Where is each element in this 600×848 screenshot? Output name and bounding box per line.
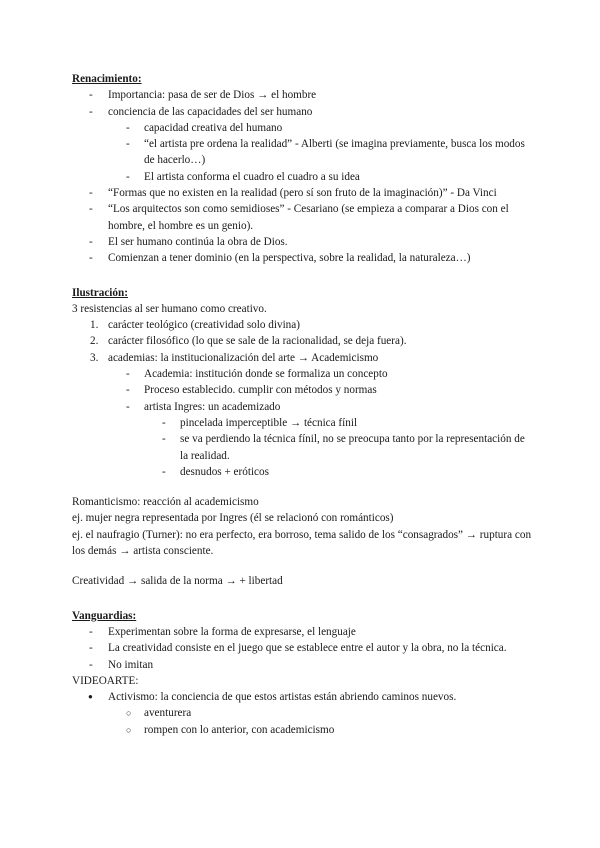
list-item: - capacidad creativa del humano (72, 120, 532, 136)
paragraph-line: ej. el naufragio (Turner): no era perfecto, era borroso, tema salido de los “consagrados” → ruptura con los demás → artista consciente. (72, 528, 532, 558)
numbered-item: 1. carácter teológico (creatividad solo divina) (72, 317, 532, 333)
list-item: - Importancia: pasa de ser de Dios → el hombre (72, 87, 532, 103)
list-item: - Proceso establecido. cumplir con métodos y normas (72, 382, 532, 398)
list-item: ○ aventurera (72, 705, 532, 721)
dash-bullet: - (126, 121, 130, 134)
list-item: - desnudos + eróticos (72, 464, 532, 480)
paragraph-line: VIDEOARTE: (72, 674, 139, 687)
numbered-item: 2. carácter filosófico (lo que se sale de la racionalidad, se deja fuera). (72, 333, 532, 349)
list-item: - Experimentan sobre la forma de expresarse, el lenguaje (72, 624, 532, 640)
circle-bullet-icon: ○ (126, 708, 132, 719)
dash-bullet: - (89, 89, 93, 102)
dash-bullet: - (89, 105, 93, 118)
list-item: ○ rompen con lo anterior, con academicismo (72, 722, 532, 738)
list-item: - “Los arquitectos son como semidioses” - Cesariano (se empieza a comparar a Dios con el hombre, el hombre es un genio). (89, 203, 509, 232)
list-item: - Academia: institución donde se formaliza un concepto (72, 366, 532, 382)
document-body (72, 71, 532, 738)
list-item: - “el artista pre ordena la realidad” - Alberti (se imagina previamente, busca los modos de hacerlo…) (126, 138, 525, 167)
list-item: - La creatividad consiste en el juego que se establece entre el autor y la obra, no la técnica. (72, 640, 532, 656)
numbered-item: 3. academias: la institucionalización del arte → Academicismo (72, 350, 532, 366)
item-number: 2. (90, 335, 99, 348)
circle-bullet-icon: ○ (126, 724, 132, 735)
paragraph-line: ej. mujer negra representada por Ingres (él se relacionó con románticos) (72, 512, 394, 525)
list-item: - Comienzan a tener dominio (en la perspectiva, sobre la realidad, la naturaleza…) (72, 250, 532, 266)
list-item: - artista Ingres: un academizado (72, 399, 532, 415)
dash-bullet: - (126, 400, 130, 413)
list-item: - pincelada imperceptible → técnica fínil (72, 415, 532, 431)
dash-bullet: - (162, 416, 166, 429)
dash-bullet: - (89, 203, 93, 216)
heading-ilustracion: Ilustración: (72, 286, 128, 299)
dash-bullet: - (126, 138, 130, 151)
list-item: - El artista conforma el cuadro el cuadro a su idea (72, 169, 532, 185)
dash-bullet: - (162, 465, 166, 478)
dash-bullet: - (89, 625, 93, 638)
item-number: 3. (90, 351, 99, 364)
disc-bullet-icon: ● (88, 692, 93, 702)
heading-renacimiento: Renacimiento: (72, 73, 142, 85)
list-item: - se va perdiendo la técnica fínil, no se preocupa tanto por la representación de la realidad. (162, 433, 525, 462)
spacer (72, 559, 532, 573)
dash-bullet: - (89, 235, 93, 248)
dash-bullet: - (126, 384, 130, 397)
paragraph-line: Romanticismo: reacción al academicismo (72, 496, 259, 509)
list-item: ● Activismo: la conciencia de que estos artistas están abriendo caminos nuevos. (72, 689, 532, 705)
dash-bullet: - (89, 642, 93, 655)
paragraph-line: Creatividad → salida de la norma → + libertad (72, 575, 283, 588)
dash-bullet: - (126, 170, 130, 183)
dash-bullet: - (126, 368, 130, 381)
list-item: - El ser humano continúa la obra de Dios. (72, 234, 532, 250)
list-item: - conciencia de las capacidades del ser humano (72, 104, 532, 120)
item-number: 1. (90, 319, 99, 332)
list-item: - “Formas que no existen en la realidad (pero sí son fruto de la imaginación)” - Da Vinci (72, 185, 532, 201)
list-item: - No imitan (72, 657, 532, 673)
dash-bullet: - (89, 252, 93, 265)
heading-vanguardias: Vanguardias: (72, 609, 137, 622)
dash-bullet: - (162, 433, 166, 446)
intro-text: 3 resistencias al ser humano como creativo. (72, 302, 267, 315)
spacer (72, 480, 532, 494)
dash-bullet: - (89, 187, 93, 200)
dash-bullet: - (89, 658, 93, 671)
